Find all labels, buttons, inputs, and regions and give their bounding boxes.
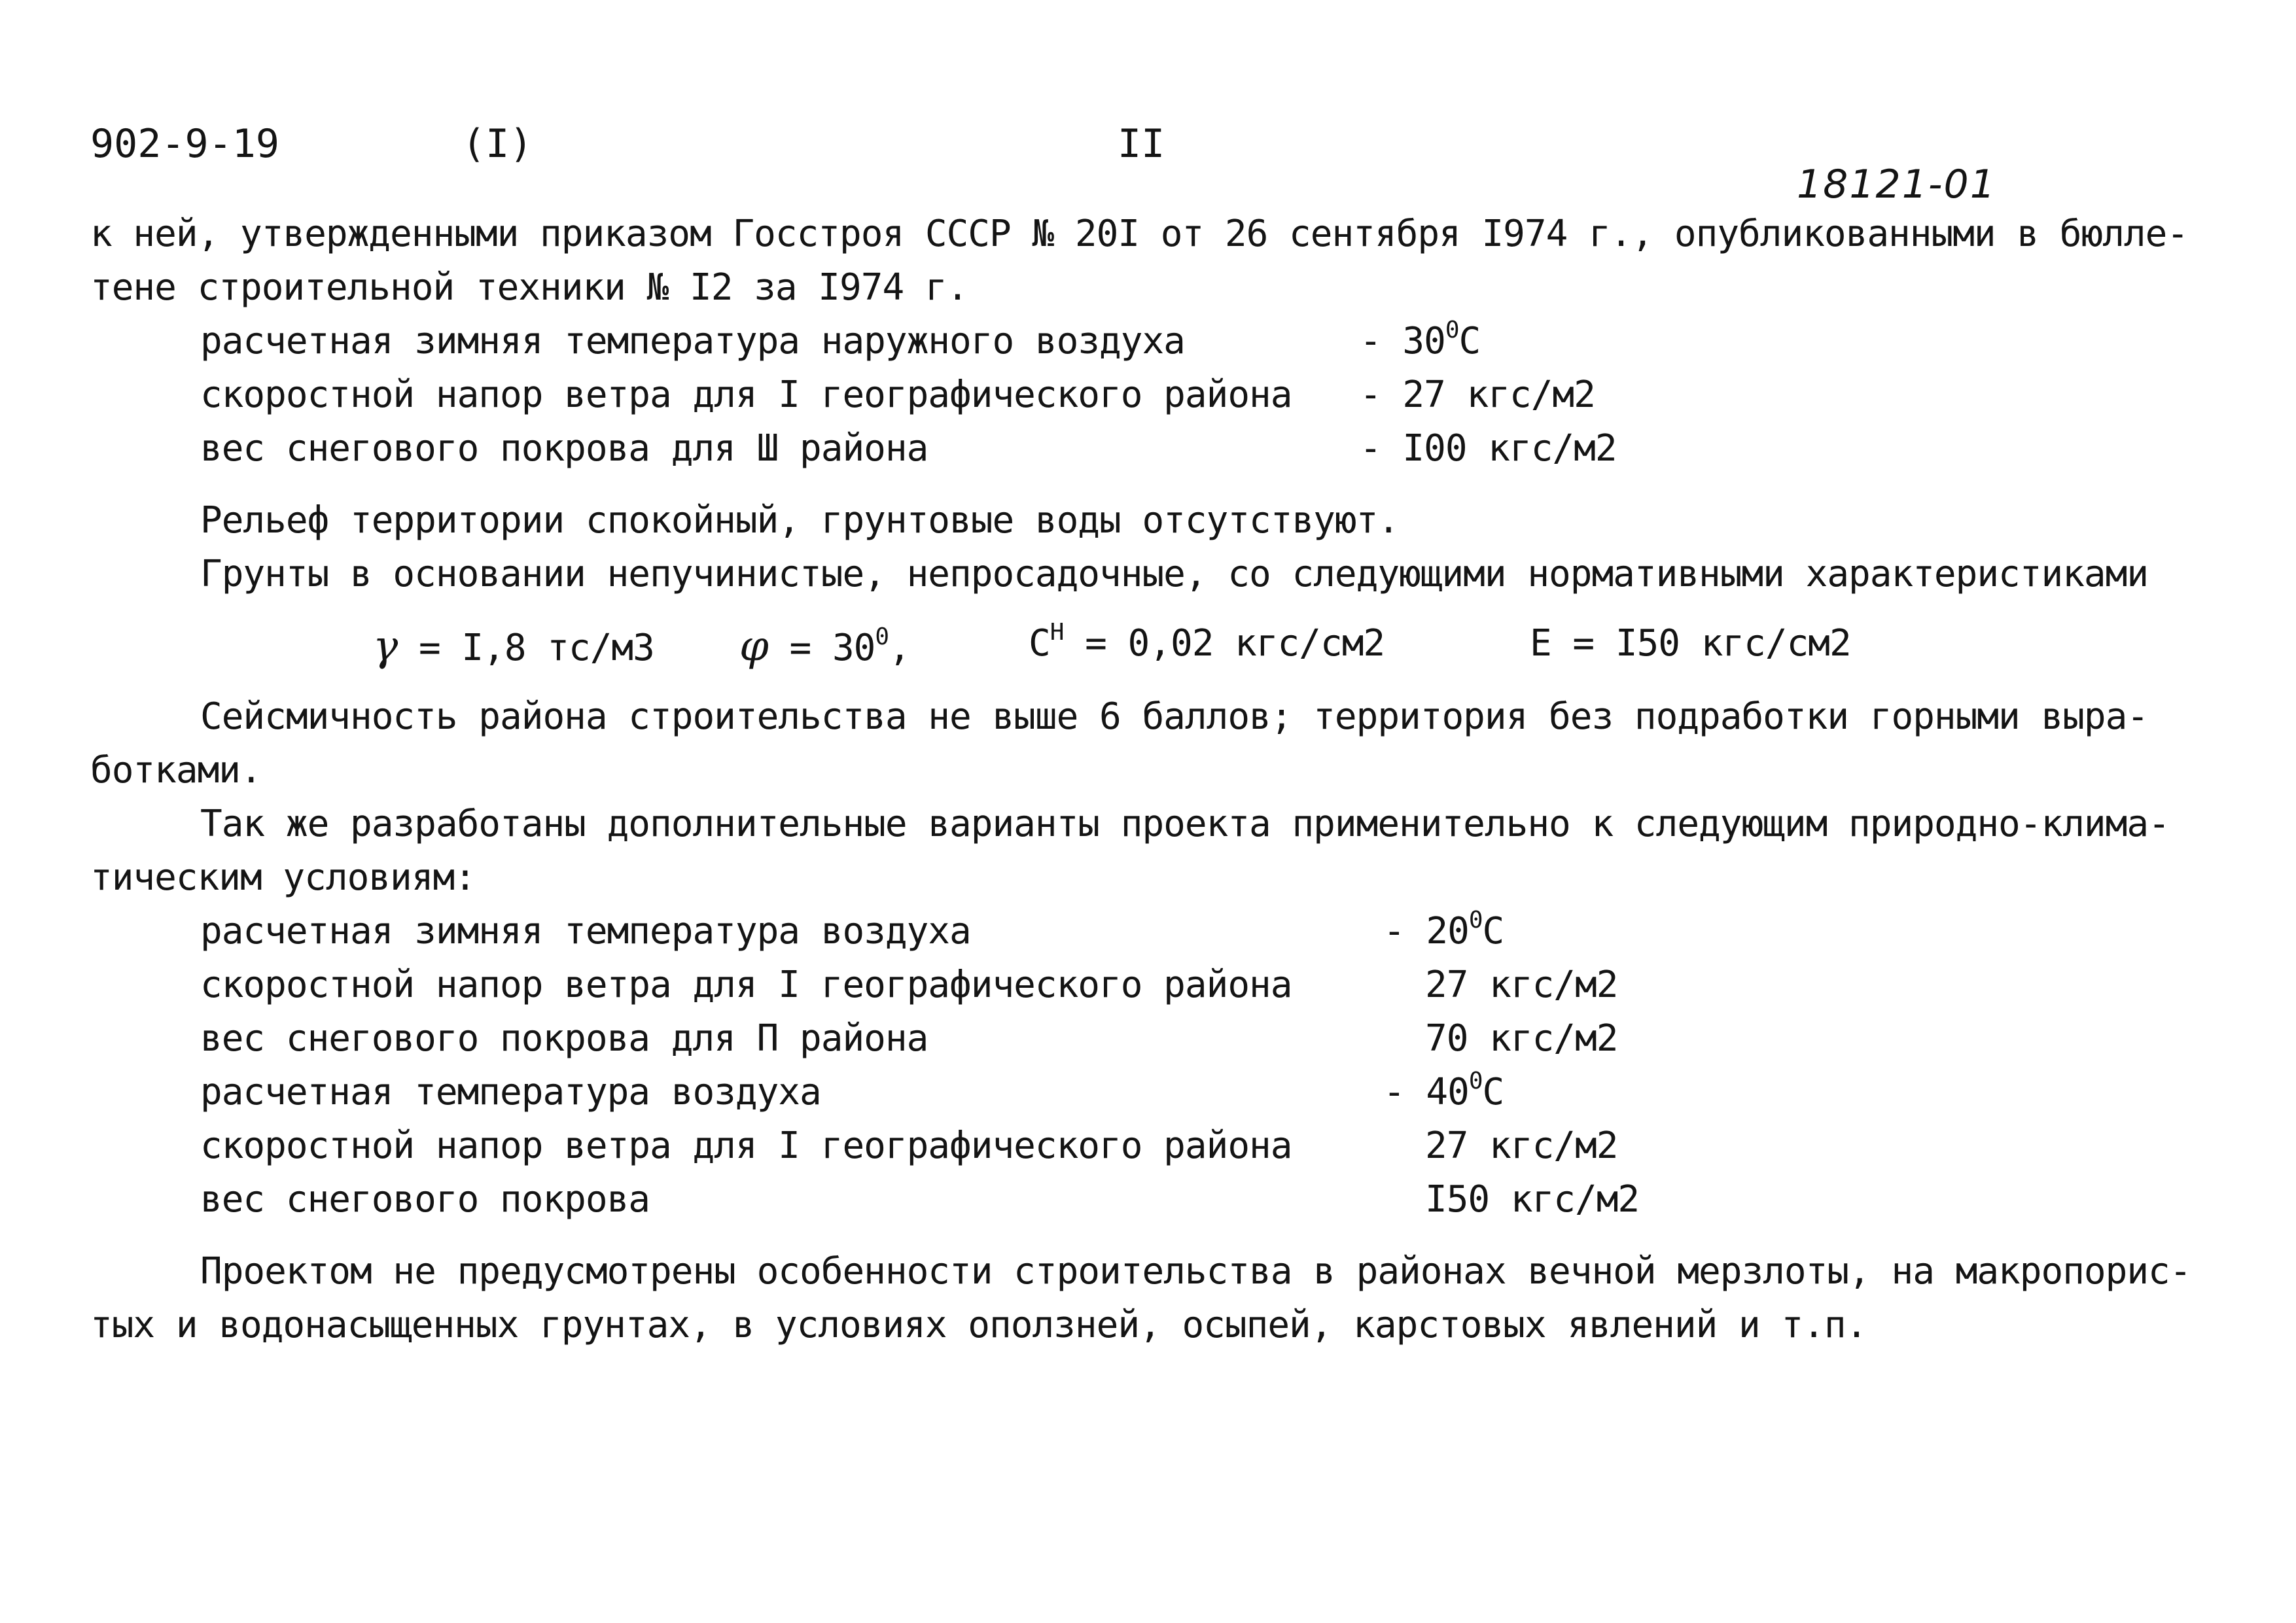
climate-variant-value-5: 27 кгс/м2 xyxy=(1425,1125,1618,1167)
climate-variant-value-2: 27 кгс/м2 xyxy=(1425,964,1618,1006)
soil-param-gamma: γ = I,8 тс/м3 xyxy=(373,622,654,671)
page-number: II xyxy=(1118,121,1165,167)
soils-text: Грунты в основании непучинистые, непросадочные, со следующими нормативными характеристиками xyxy=(200,553,2149,595)
climate-main-label-3: вес снегового покрова для Ш района xyxy=(200,427,928,470)
soil-param-e: Е = I50 кгс/см2 xyxy=(1530,622,1851,665)
doc-number: 902-9-19 xyxy=(90,121,279,167)
climate-variant-value-6: I50 кгс/м2 xyxy=(1425,1178,1640,1221)
phi-symbol: φ xyxy=(739,622,768,671)
archive-number: 18121-01 xyxy=(1797,162,1996,207)
variants-line-2: тическим условиям: xyxy=(90,856,476,899)
gamma-symbol: γ xyxy=(373,622,398,671)
relief-text: Рельеф территории спокойный, грунтовые воды отсутствуют. xyxy=(200,499,1400,542)
climate-variant-label-4: расчетная температура воздуха xyxy=(200,1071,821,1113)
climate-main-value-3: - I00 кгс/м2 xyxy=(1360,427,1617,470)
climate-variant-value-3: 70 кгс/м2 xyxy=(1425,1017,1618,1060)
permafrost-line-1: Проектом не предусмотрены особенности строительства в районах вечной мерзлоты, на макропорис- xyxy=(200,1250,2191,1293)
climate-variant-label-1: расчетная зимняя температура воздуха xyxy=(200,910,971,952)
seismic-line-1: Сейсмичность района строительства не выше 6 баллов; территория без подработки горными выра- xyxy=(200,695,2149,738)
seismic-line-2: ботками. xyxy=(90,749,262,792)
intro-line-1: к ней, утвержденными приказом Госстроя СССР № 20I от 26 сентября I974 г., опубликованными в бюлле- xyxy=(90,213,2189,255)
soil-param-phi: $\varphi = 30^0$, xyxy=(739,622,910,671)
variants-line-1: Так же разработаны дополнительные варианты проекта применительно к следующим природно-клима- xyxy=(200,803,2170,845)
climate-main-label-2: скоростной напор ветра для I географического района xyxy=(200,374,1292,416)
climate-main-label-1: расчетная зимняя температура наружного воздуха xyxy=(200,320,1185,362)
climate-main-value-2: - 27 кгс/м2 xyxy=(1360,374,1595,416)
climate-variant-label-3: вес снегового покрова для П района xyxy=(200,1017,928,1060)
climate-variant-label-6: вес снегового покрова xyxy=(200,1178,650,1221)
climate-variant-label-5: скоростной напор ветра для I географического района xyxy=(200,1125,1292,1167)
climate-variant-value-1: - $20^0С$ xyxy=(1383,907,1504,952)
climate-variant-label-2: скоростной напор ветра для I географического района xyxy=(200,964,1292,1006)
climate-main-value-1: - $30^0С$ xyxy=(1360,317,1481,362)
intro-line-2: тене строительной техники № I2 за I974 г. xyxy=(90,266,968,309)
part-number: (I) xyxy=(462,121,533,167)
permafrost-line-2: тых и водонасыщенных грунтах, в условиях оползней, осыпей, карстовых явлений и т.п. xyxy=(90,1304,1867,1346)
climate-variant-value-4: - $40^0С$ xyxy=(1383,1068,1504,1113)
soil-param-c: $С^Н = 0,02$ кгс/см2 xyxy=(1029,619,1385,665)
